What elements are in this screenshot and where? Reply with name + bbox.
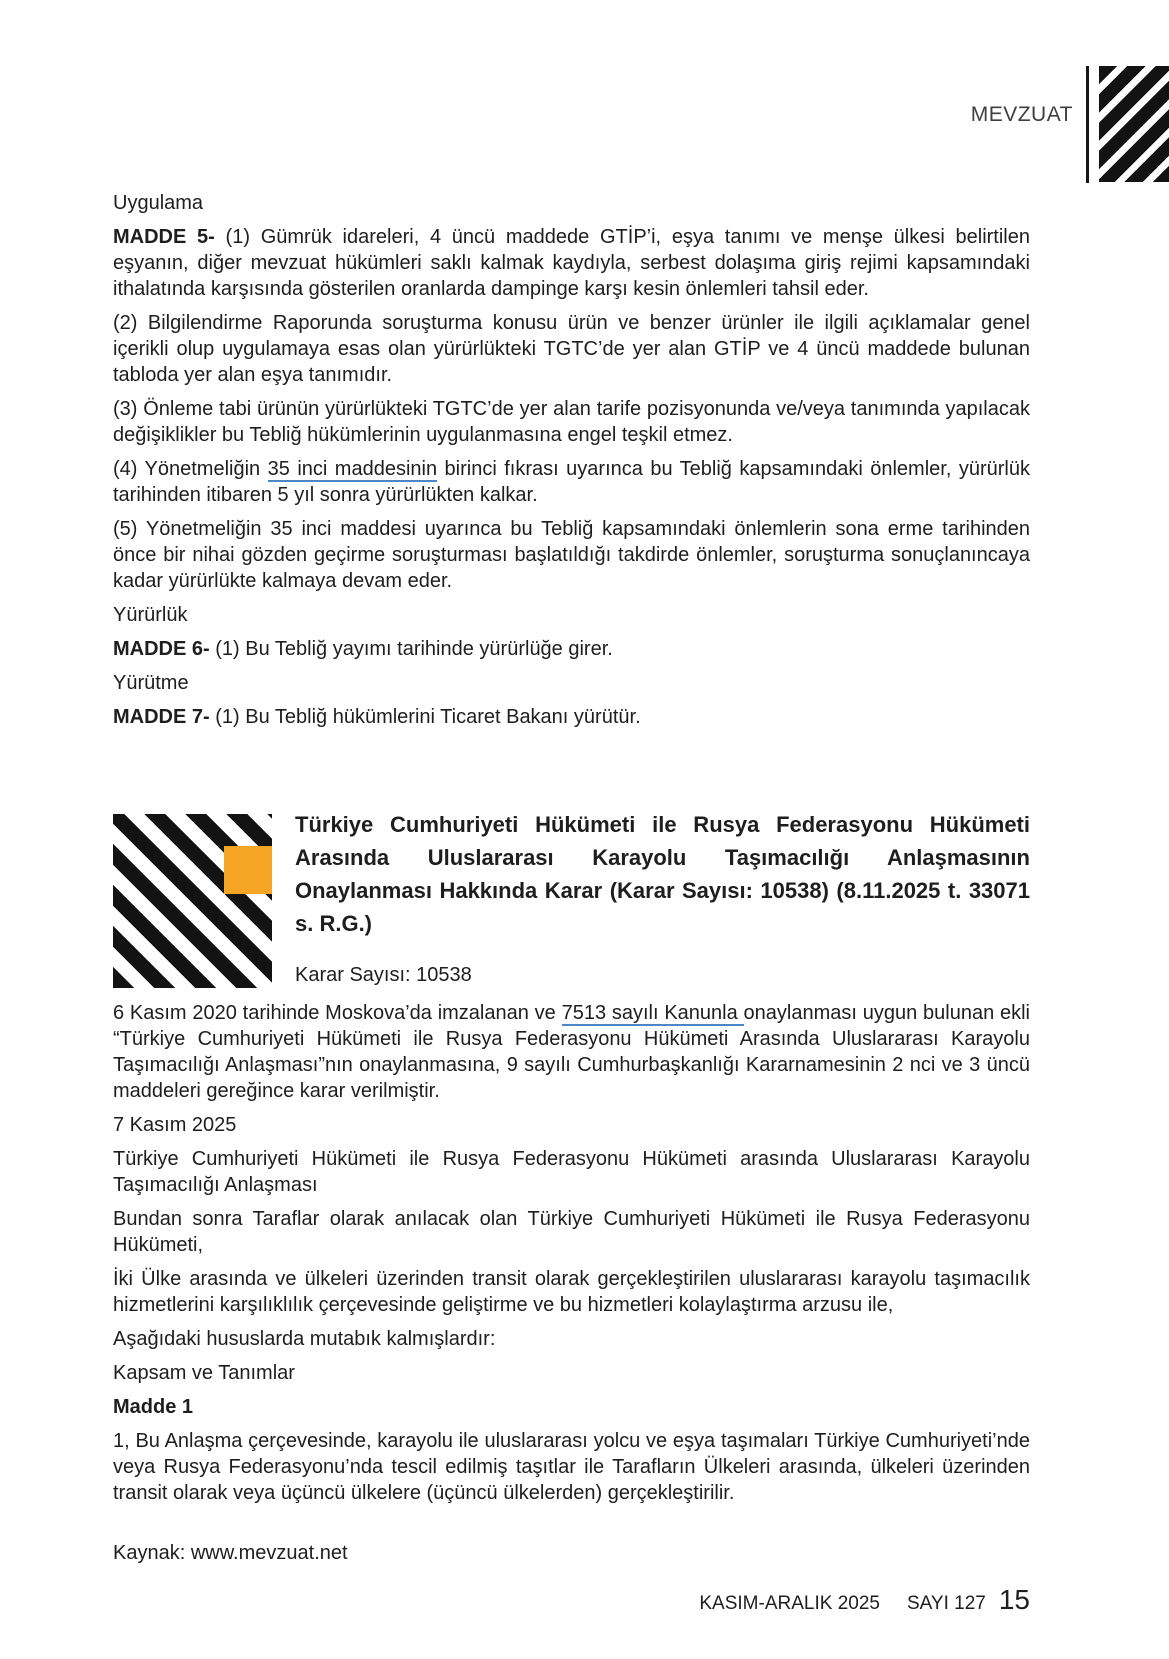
paragraph-madde5 — [113, 224, 1030, 302]
karar-title: Türkiye Cumhuriyeti Hükümeti ile Rusya Federasyonu Hükümeti Arasında Uluslararası Karayolu Taşımacılığı Anlaşmasının Onaylanması Hakkında Karar (Karar Sayısı: 10538) (8.11.2025 t. 33071 s. R.G.) — [295, 812, 1030, 936]
heading-madde1: Madde 1 — [113, 1396, 194, 1418]
header-stripes-logo — [1099, 66, 1169, 182]
stray-period-mark: . — [113, 958, 119, 980]
karar-header-block — [113, 814, 1030, 988]
karar-paragraph-5: Aşağıdaki hususlarda mutabık kalmışlardır: — [113, 1328, 496, 1350]
page-footer — [699, 1584, 1030, 1616]
karar-paragraph-1-pre: 6 Kasım 2020 tarihinde Moskova’da imzalanan ve — [113, 1002, 562, 1024]
karar-paragraph-6: Kapsam ve Tanımlar — [113, 1362, 295, 1384]
paragraph-3: (3) Önleme tabi ürünün yürürlükteki TGTC’de yer alan tarife pozisyonunda ve/veya tanımında yapılacak değişiklikler bu Tebliğ hükümlerinin uygulanmasına engel teşkil etmez. — [113, 398, 1030, 446]
madde5-label: MADDE 5- — [113, 226, 215, 248]
madde1-paragraph: 1, Bu Anlaşma çerçevesinde, karayolu ile uluslararası yolcu ve eşya taşımaları Türkiye Cumhuriyeti’nde veya Rusya Federasyonu’nda tescil edilmiş taşıtlar ile Tarafların Ülkeleri arasında, ülkeleri üzerinden transit olarak veya üçüncü ülkelere (üçüncü ülkelerden) gerçekleştirilir. — [113, 1430, 1030, 1504]
footer-sayi: SAYI 127 — [906, 1593, 986, 1614]
karar-header-column — [295, 814, 1030, 988]
source-line: Kaynak: www.mevzuat.net — [113, 1542, 348, 1564]
karar-paragraph-1 — [113, 1000, 1030, 1104]
orange-square — [224, 846, 272, 894]
karar-date-line: 7 Kasım 2025 — [113, 1114, 237, 1136]
paragraph-4-post: birinci fıkrası uyarınca bu Tebliğ kapsamındaki önlemler, yürürlük tarihinden itibaren 5 yıl sonra yürürlükten kalkar. — [113, 458, 1030, 506]
karar-paragraph-3: Bundan sonra Taraflar olarak anılacak olan Türkiye Cumhuriyeti Hükümeti ile Rusya Federasyonu Hükümeti, — [113, 1208, 1030, 1256]
karar-sayisi-line: Karar Sayısı: 10538 — [295, 964, 472, 986]
footer-page-number: 15 — [998, 1584, 1030, 1615]
heading-uygulama: Uygulama — [113, 192, 204, 214]
heading-yururluk: Yürürlük — [113, 604, 188, 626]
paragraph-2: (2) Bilgilendirme Raporunda soruşturma konusu ürün ve benzer ürünler ile ilgili açıklamalar genel içerikli olup uygulamaya esas olan yürürlükteki TGTC’de yer alan GTİP ve 4 üncü maddede bulunan tabloda yer alan eşya tanımıdır. — [113, 312, 1030, 386]
paragraph-madde6 — [113, 636, 1030, 662]
karar-paragraph-2: Türkiye Cumhuriyeti Hükümeti ile Rusya Federasyonu Hükümeti arasında Uluslararası Karayolu Taşımacılığı Anlaşması — [113, 1148, 1030, 1196]
paragraph-5: (5) Yönetmeliğin 35 inci maddesi uyarınca bu Tebliğ kapsamındaki önlemlerin sona erme tarihinden önce bir nihai gözden geçirme soruşturması başlatıldığı takdirde önlemler, soruşturma sonuçlanıncaya kadar yürürlükte kalmaya devam eder. — [113, 518, 1030, 592]
footer-issue: KASIM-ARALIK 2025 — [699, 1593, 880, 1614]
link-35-inci-maddesi[interactable]: 35 inci maddesinin — [267, 458, 438, 480]
heading-yurutme: Yürütme — [113, 672, 189, 694]
madde7-label: MADDE 7- — [113, 706, 210, 728]
madde5-text: (1) Gümrük idareleri, 4 üncü maddede GTİP’i, eşya tanımı ve menşe ülkesi belirtilen eşyanın, diğer mevzuat hükümleri saklı kalmak kaydıyla, serbest dolaşıma giriş rejimi kapsamındaki ithalatında karşısında gösterilen oranlarda dampinge karşı kesin önlemleri tahsil eder. — [113, 226, 1030, 300]
paragraph-4-pre: (4) Yönetmeliğin — [113, 458, 268, 480]
paragraph-madde7 — [113, 704, 1030, 730]
madde6-label: MADDE 6- — [113, 638, 210, 660]
karar-stripes-logo — [113, 814, 272, 988]
karar-paragraph-1-post: onaylanması uygun bulunan ekli “Türkiye Cumhuriyeti Hükümeti ile Rusya Federasyonu Hükümeti Arasında Uluslararası Karayolu Taşımacılığı Anlaşması”nın onaylanmasına, 9 sayılı Cumhurbaşkanlığı Kararnamesinin 2 nci ve 3 üncü maddeleri gereğince karar verilmiştir. — [113, 1002, 1030, 1102]
brand-text: MEVZUAT — [970, 103, 1073, 126]
paragraph-4 — [113, 456, 1030, 508]
header-divider — [1086, 66, 1089, 183]
karar-paragraph-4: İki Ülke arasında ve ülkeleri üzerinden transit olarak gerçekleştirilen uluslararası karayolu taşımacılık hizmetlerini karşılıklılık çerçevesinde geliştirme ve bu hizmetleri kolaylaştırma arzusu ile, — [113, 1268, 1030, 1316]
link-7513-sayili-kanun[interactable]: 7513 sayılı Kanunla — [561, 1002, 744, 1024]
madde7-text: (1) Bu Tebliğ hükümlerini Ticaret Bakanı yürütür. — [209, 706, 641, 728]
madde6-text: (1) Bu Tebliğ yayımı tarihinde yürürlüğe girer. — [209, 638, 613, 660]
